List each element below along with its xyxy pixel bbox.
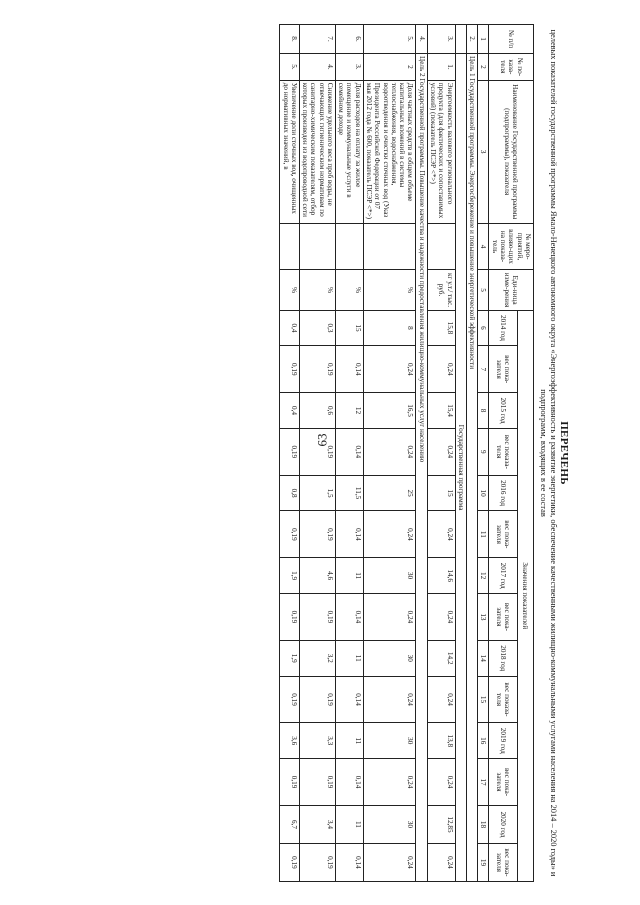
header-year-2015: 2015 год <box>489 393 517 429</box>
value-cell: 0,19 <box>280 843 300 881</box>
value-cell: 0,19 <box>280 346 300 393</box>
value-cell: 0,19 <box>299 594 335 641</box>
value-cell: 0,4 <box>280 310 300 346</box>
row-unit: % <box>299 270 335 310</box>
value-cell: 0,24 <box>427 759 455 806</box>
row-indicator: 2 <box>363 54 416 81</box>
table-row <box>299 25 335 882</box>
row-indicator: 5. <box>280 54 300 81</box>
section-row-goal-2: 4. Цель 2 Государственной программы. Повышение качества и надежности предоставления жилищно-коммунальных услуг населению <box>416 25 427 882</box>
value-cell: 6,7 <box>280 805 300 843</box>
row-indicator: 1. <box>427 54 455 81</box>
header-weight-2018: вес показа-теля <box>489 676 517 723</box>
col-number: 17 <box>478 759 489 806</box>
row-unit: % <box>280 270 300 310</box>
value-cell: 11 <box>335 558 363 594</box>
value-cell: 12,85 <box>427 805 455 843</box>
header-year-2014: 2014 год <box>489 310 517 346</box>
value-cell: 3,6 <box>280 723 300 759</box>
col-number: 10 <box>478 475 489 511</box>
header-indicator-num: № по-каза-теля <box>489 54 533 81</box>
value-cell: 30 <box>363 640 416 676</box>
value-cell: 15,4 <box>427 393 455 429</box>
header-weight-2019: вес пока-зателя <box>489 759 517 806</box>
table-row <box>335 25 363 882</box>
value-cell: 0,24 <box>427 346 455 393</box>
value-cell: 11 <box>335 805 363 843</box>
value-cell: 1,9 <box>280 558 300 594</box>
value-cell: 0,24 <box>427 843 455 881</box>
header-weight-2015: вес показа-теля <box>489 428 517 475</box>
col-number: 8 <box>478 393 489 429</box>
value-cell: 11,5 <box>335 475 363 511</box>
rotated-page-content <box>120 24 570 882</box>
page-number: 63 <box>314 433 330 447</box>
value-cell: 0,24 <box>363 759 416 806</box>
value-cell: 0,3 <box>299 310 335 346</box>
row-num: 6. <box>335 25 363 54</box>
col-number: 16 <box>478 723 489 759</box>
header-measures: № меро-приятий, влияю-щих на показа-тель <box>489 223 533 270</box>
value-cell: 0,19 <box>280 676 300 723</box>
header-year-2020: 2020 год <box>489 805 517 843</box>
value-cell: 3,3 <box>299 723 335 759</box>
value-cell: 0,24 <box>363 843 416 881</box>
value-cell: 0,24 <box>427 676 455 723</box>
row-unit: кг у.т./ тыс. руб. <box>427 270 455 310</box>
value-cell: 16,5 <box>363 393 416 429</box>
header-weight-2017: вес пока-зателя <box>489 594 517 641</box>
row-measures <box>363 223 416 270</box>
value-cell: 0,14 <box>335 843 363 881</box>
header-year-2017: 2017 год <box>489 558 517 594</box>
header-values: Значения показателей <box>517 310 533 881</box>
document-subtitle: целевых показателей государственной программы Ямало-Ненецкого автономного округа «Энергоэффективность и развитие энергетики, обеспечение качественными жилищно-коммунальными услугами населения на 2014 – 2020 годы» и подпрограмм, входящих в ее состав <box>538 29 558 877</box>
value-cell: 3,4 <box>299 805 335 843</box>
col-number: 6 <box>478 310 489 346</box>
value-cell: 4,6 <box>299 558 335 594</box>
col-number: 13 <box>478 594 489 641</box>
value-cell: 0,19 <box>280 511 300 558</box>
value-cell: 0,19 <box>299 428 335 475</box>
value-cell: 3,2 <box>299 640 335 676</box>
value-cell: 0,24 <box>427 428 455 475</box>
header-year-2019: 2019 год <box>489 723 517 759</box>
value-cell: 0,6 <box>299 393 335 429</box>
col-number: 1 <box>478 25 489 54</box>
goal-1-text: Цель 1 Государственной программы. Энергосбережение и повышение энергетической эффективности <box>466 54 477 882</box>
value-cell: 15 <box>427 475 455 511</box>
value-cell: 25 <box>363 475 416 511</box>
row-num: 7. <box>299 25 335 54</box>
header-year-2016: 2016 год <box>489 475 517 511</box>
row-name: Увеличение доли сточных вод, очищенных до нормативных значений, в <box>280 80 300 223</box>
row-measures <box>280 223 300 270</box>
value-cell: 0,19 <box>299 843 335 881</box>
value-cell: 0,19 <box>299 676 335 723</box>
col-number: 15 <box>478 676 489 723</box>
value-cell: 0,19 <box>280 759 300 806</box>
goal-2-text: Цель 2 Государственной программы. Повышение качества и надежности предоставления жилищно-коммунальных услуг населению <box>416 54 427 882</box>
col-number: 9 <box>478 428 489 475</box>
document-heading <box>538 24 570 882</box>
value-cell: 0,19 <box>299 511 335 558</box>
value-cell: 14,6 <box>427 558 455 594</box>
row-name: Энергоемкость валового регионального продукта (для фактических и сопоставимых условий) (показатель ПСЭР <*>) <box>427 80 455 223</box>
col-number: 2 <box>478 54 489 81</box>
col-number: 7 <box>478 346 489 393</box>
value-cell: 0,14 <box>335 511 363 558</box>
value-cell: 0,19 <box>299 759 335 806</box>
header-name: Наименование Государственной программы (подпрограммы), показателя <box>489 80 533 223</box>
col-number: 14 <box>478 640 489 676</box>
col-number: 3 <box>478 80 489 223</box>
value-cell: 0,19 <box>280 594 300 641</box>
value-cell: 0,24 <box>363 594 416 641</box>
row-indicator: 3. <box>335 54 363 81</box>
col-number: 11 <box>478 511 489 558</box>
value-cell: 8 <box>363 310 416 346</box>
column-number-row <box>478 25 489 882</box>
col-number: 19 <box>478 843 489 881</box>
row-measures <box>335 223 363 270</box>
value-cell: 0,14 <box>335 346 363 393</box>
value-cell: 14,2 <box>427 640 455 676</box>
value-cell: 0,24 <box>363 511 416 558</box>
header-year-2018: 2018 год <box>489 640 517 676</box>
value-cell: 15,8 <box>427 310 455 346</box>
col-number: 4 <box>478 223 489 270</box>
row-num: 8. <box>280 25 300 54</box>
header-weight-2016: вес пока-зателя <box>489 511 517 558</box>
value-cell: 0,24 <box>363 346 416 393</box>
row-num: 5. <box>363 25 416 54</box>
value-cell: 0,24 <box>427 594 455 641</box>
row-num: 3. <box>427 25 455 54</box>
value-cell: 15 <box>335 310 363 346</box>
row-name: Снижение удельного веса проб воды, не отвечающих гигиеническим нормативам по санитарно-химическим показателям, отбор которых произведен из водопроводной сети <box>299 80 335 223</box>
row-name: Доля расходов на оплату за жилое помещение и коммунальные услуги в семейном доходе <box>335 80 363 223</box>
table-row <box>363 25 416 882</box>
value-cell: 0,14 <box>335 676 363 723</box>
row-unit: % <box>363 270 416 310</box>
value-cell: 0,24 <box>363 676 416 723</box>
value-cell: 12 <box>335 393 363 429</box>
value-cell: 0,19 <box>280 428 300 475</box>
header-unit: Еди-ница изме-рения <box>489 270 533 310</box>
row-indicator: 4. <box>299 54 335 81</box>
header-weight-2014: вес пока-зателя <box>489 346 517 393</box>
value-cell: 30 <box>363 723 416 759</box>
document-title: ПЕРЕЧЕНЬ <box>558 421 570 485</box>
section-row-program <box>455 25 466 882</box>
value-cell: 13,8 <box>427 723 455 759</box>
value-cell: 0,24 <box>427 511 455 558</box>
value-cell: 0,24 <box>363 428 416 475</box>
col-number: 18 <box>478 805 489 843</box>
header-weight-2020: вес пока-зателя <box>489 843 517 881</box>
value-cell: 30 <box>363 805 416 843</box>
indicators-table <box>279 24 534 882</box>
row-measures <box>299 223 335 270</box>
row-unit: % <box>335 270 363 310</box>
value-cell: 11 <box>335 640 363 676</box>
header-num: № п/п <box>489 25 533 54</box>
value-cell: 0,4 <box>280 393 300 429</box>
value-cell: 0,8 <box>280 475 300 511</box>
value-cell: 0,14 <box>335 759 363 806</box>
row-name: Доля частных средств в общем объеме капитальных вложений в системы теплоснабжения, водоснабжения, водоотведения и очистки сточных вод (Указ Президента Российской Федерации от 07 мая 2012 года № 600, показатель ПСЭР <*>) <box>363 80 416 223</box>
table-row <box>280 25 300 882</box>
value-cell: 0,14 <box>335 594 363 641</box>
value-cell: 0,14 <box>335 428 363 475</box>
value-cell: 0,19 <box>299 346 335 393</box>
value-cell: 1,5 <box>299 475 335 511</box>
col-number: 12 <box>478 558 489 594</box>
value-cell: 30 <box>363 558 416 594</box>
value-cell: 11 <box>335 723 363 759</box>
section-row-goal-1: 2. Цель 1 Государственной программы. Энергосбережение и повышение энергетической эффективности <box>466 25 477 882</box>
row-measures <box>427 223 455 270</box>
table-row <box>427 25 455 882</box>
program-label: Государственная программа <box>455 54 466 882</box>
col-number: 5 <box>478 270 489 310</box>
value-cell: 1,9 <box>280 640 300 676</box>
